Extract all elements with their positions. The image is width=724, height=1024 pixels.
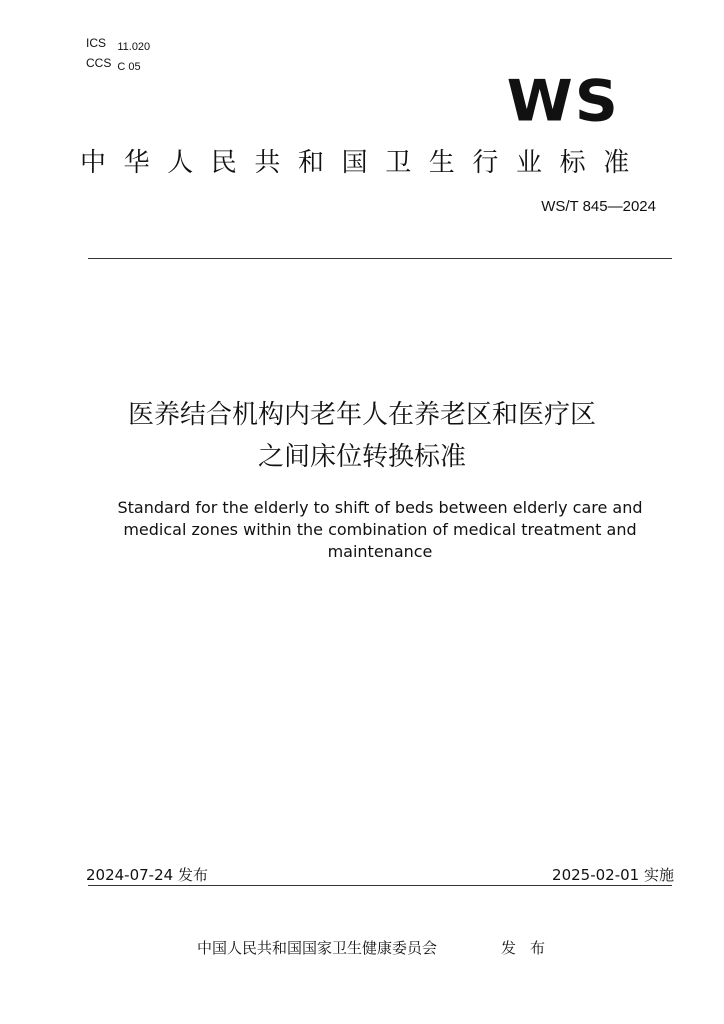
ccs-code: [86, 56, 141, 73]
issuer: 中国人民共和国国家卫生健康委员会: [197, 939, 438, 957]
standard-name: 中华人民共和国卫生行业标准: [80, 148, 647, 178]
ccs-label: CCS: [86, 56, 112, 70]
english-title-line-1: Standard for the elderly to shift of beds between elderly care and: [117, 498, 643, 517]
ics-label: ICS: [86, 36, 107, 50]
ics-value: 11.020: [117, 41, 151, 53]
english-title-line-3: maintenance: [327, 542, 433, 561]
publish-date: 2024-07-24 发布: [86, 866, 208, 884]
ws-logo: WS: [506, 68, 620, 135]
chinese-title-line-1: 医养结合机构内老年人在养老区和医疗区: [127, 400, 596, 430]
top-divider: [88, 258, 672, 259]
standard-number: WS/T 845—2024: [541, 198, 656, 215]
chinese-title: [62, 394, 662, 478]
english-title-line-2: medical zones within the combination of medical treatment and: [123, 520, 637, 539]
english-title: [80, 497, 680, 563]
ccs-value: C 05: [117, 61, 141, 73]
chinese-title-line-2: 之间床位转换标准: [257, 442, 466, 472]
implement-date: 2025-02-01 实施: [552, 866, 674, 884]
ics-code: [86, 36, 151, 53]
issue-word: 发布: [501, 939, 560, 957]
bottom-divider: [88, 885, 672, 886]
